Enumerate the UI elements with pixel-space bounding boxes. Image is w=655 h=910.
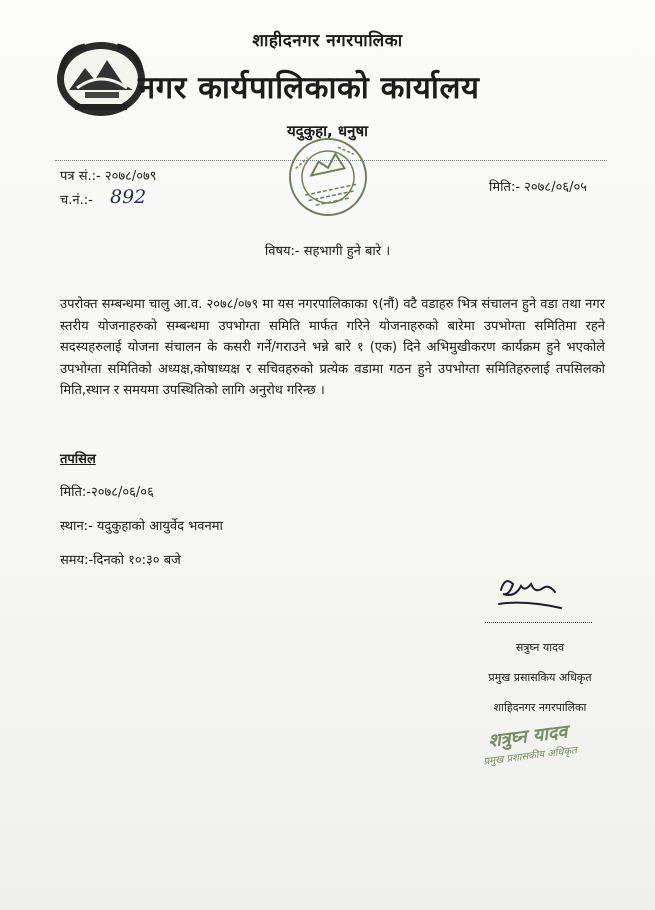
- event-date: मिति:-२०७८/०६/०६: [60, 485, 154, 500]
- dispatch-number-label: च.नं.:-: [60, 193, 93, 208]
- handwritten-signature: [495, 570, 567, 615]
- stamp-title: प्रमुख प्रशासकीय अधिकृत: [483, 745, 578, 768]
- signatory-title: प्रमुख प्रसासकिय अधिकृत: [488, 671, 592, 684]
- office-seal-stamp: [282, 132, 374, 222]
- header-divider: [55, 160, 607, 161]
- letter-subject: विषय:- सहभागी हुने बारे ।: [264, 244, 391, 259]
- office-address: यदुकुहा, धनुषा: [286, 122, 369, 140]
- dispatch-number-handwritten: 892: [110, 186, 147, 208]
- details-heading: तपसिल: [60, 452, 96, 467]
- letter-date: मिति:- २०७८/०६/०५: [489, 180, 587, 195]
- stamp-name: शत्रुघ्न यादव: [487, 721, 569, 752]
- signatory-office: शाहिदनगर नगरपालिका: [493, 701, 587, 714]
- signature-line: [485, 622, 592, 623]
- reference-number: पत्र सं.:- २०७८/०७९: [60, 169, 157, 184]
- municipality-emblem-logo: [55, 40, 147, 118]
- event-time: समय:-दिनको १०:३० बजे: [60, 553, 181, 568]
- municipality-name: शाहीदनगर नगरपालिका: [252, 31, 403, 51]
- event-place: स्थान:- यदुकुहाको आयुर्वेद भवनमा: [60, 519, 223, 534]
- name-stamp: [469, 717, 589, 783]
- office-title: नगर कार्यपालिकाको कार्यालय: [138, 70, 480, 106]
- letter-body: उपरोक्त सम्बन्धमा चालु आ.व. २०७८/०७९ मा यस नगरपालिकाका ९(नौं) वटै वडाहरु भित्र संचालन हुने वडा तथा नगर स्तरीय योजनाहरुको सम्बन्धमा उपभोग्ता समिति मार्फत गरिने योजनाहरुको बारेमा उपभोग्ता समितिमा रहने सदस्यहरुलाई योजना संचालन के कसरी गर्ने/गराउने भन्ने बारे १ (एक) दिने अभिमुखीकरण कार्यक्रम हुने भएकोले उपभोग्ता समितिको अध्यक्ष,कोषाध्यक्ष र सचिवहरुको प्रत्येक वडामा गठन हुने उपभोग्ता समितिहरुलाई तपसिलको मिति,स्थान र समयमा उपस्थितिको लागि अनुरोध गरिन्छ ।: [60, 297, 605, 398]
- signatory-name: सत्रुघ्न यादव: [515, 641, 565, 654]
